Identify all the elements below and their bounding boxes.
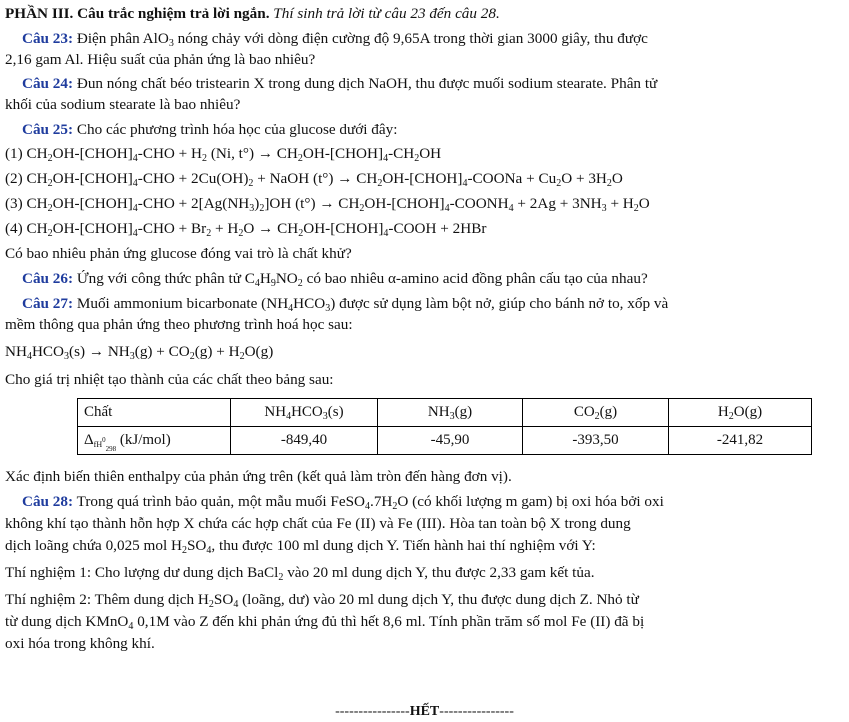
q25-line-1 [22,120,397,139]
table-cell: -849,40 [231,427,378,455]
q27-text-2: được sử dụng làm bột nở, giúp cho bánh nở to, xốp và [339,295,669,312]
q25-intro: Cho các phương trình hóa học của glucose dưới đây: [76,121,398,138]
q28-text: Trong quá trình bảo quản, một mẫu muối FeSO [76,493,366,510]
q23-line-1: Câu 23: Điện phân AlO$_3$ nóng chảy với dòng điện cường độ 9,65A trong thời gian 3000 giây, thu được [22,30,648,49]
q28-exp1: Thí nghiệm 1: Cho lượng dư dung dịch BaCl$_2$ vào 20 ml dung dịch Y, thu được 2,33 gam kết tủa. [5,564,595,583]
q28-text-3: dịch loãng chứa 0,025 mol H [5,537,182,554]
q25-label: Câu 25: [22,121,74,138]
q27-line-1: Câu 27: Muối ammonium bicarbonate $(NH_4HCO_3)$ được sử dụng làm bột nở, giúp cho bánh nở to, xốp và [22,295,669,314]
q24-line-1 [22,74,657,93]
q26-text: Ứng với công thức phân tử C [76,270,255,287]
q25-eq-3: (3) $CH_2OH-[CHOH]_4$-CHO + $2[Ag(NH_3)_2]OH$ $(t^\circ) \to CH_2OH-[CHOH]_4-COONH_4 + 2Ag + 3NH_3 + H_2O$ [5,195,650,214]
q23-text: Điện phân AlO [76,30,169,47]
section-instruction: Thí sinh trả lời từ câu 23 đến câu 28. [273,5,500,22]
q28-exp1-a: Thí nghiệm 1: Cho lượng dư dung dịch BaCl [5,564,279,581]
footer-word: HẾT [409,704,440,719]
q25-eq-2: (2) $CH_2OH-[CHOH]_4$-CHO + $2Cu(OH)_2$ + NaOH $(t^\circ) \to CH_2OH-[CHOH]_4$-COONa + $Cu_2O + 3H_2O$ [5,170,623,189]
q28-line-6: từ dung dịch KMnO$_4$ 0,1M vào Z đến khi phản ứng đủ thì hết 8,6 ml. Tính phần trăm số mol Fe (II) đã bị [5,613,645,632]
q28-line-3: dịch loãng chứa 0,025 mol $H_2SO_4$, thu được 100 ml dung dịch Y. Tiến hành hai thí nghiệm với Y: [5,537,596,556]
table-row-label: $\Delta_{fH^0298}$ (kJ/mol) [78,427,231,455]
table-cell: -393,50 [523,427,669,455]
q24-line-2: khối của sodium stearate là bao nhiêu? [5,96,241,113]
q27-text: Muối ammonium bicarbonate (NH [76,295,289,312]
q27-table-intro: Cho giá trị nhiệt tạo thành của các chất theo bảng sau: [5,371,334,388]
q25-eq-4: (4) $CH_2OH-[CHOH]_4$-CHO + $Br_2 + H_2O$ → $CH_2OH-[CHOH]_4$-COOH + 2HBr [5,220,487,239]
table-header-cell: $H_2O(g)$ [669,399,812,427]
q26-line: Câu 26: Ứng với công thức phân tử $C_4H_9NO_2$ có bao nhiêu α-amino acid đồng phân cấu tạo của nhau? [22,270,648,289]
q28-exp2-a: Thí nghiệm 2: Thêm dung dịch H [5,591,209,608]
q28-line-1: Câu 28: Trong quá trình bảo quản, một mẫu muối $FeSO_4.7H_2O$ (có khối lượng m gam) bị oxi hóa bởi oxi [22,493,664,512]
q24-label: Câu 24: [22,75,74,92]
footer-dashes-right: ---------------- [439,704,514,719]
q27-label: Câu 27: [22,295,74,312]
table-row [78,427,812,455]
q27-ask: Xác định biến thiên enthalpy của phản ứng trên (kết quả làm tròn đến hàng đơn vị). [5,468,512,485]
q27-line-2: mềm thông qua phản ứng theo phương trình hoá học sau: [5,316,353,333]
q28-exp2: Thí nghiệm 2: Thêm dung dịch $H_2SO_4$ (loãng, dư) vào 20 ml dung dịch Y, thu được dung dịch Z. Nhỏ từ [5,591,639,610]
table-cell: -45,90 [378,427,523,455]
q28-text-6b: 0,1M vào Z đến khi phản ứng đủ thì hết 8,6 ml. Tính phần trăm số mol Fe (II) đã bị [133,613,645,630]
table-header-cell: $NH_4HCO_3(s)$ [231,399,378,427]
q27-equation: $NH_4HCO_3(s) \to NH_3(g) + CO_2(g) + H_2O(g)$ [5,343,274,362]
q23-line-2: 2,16 gam Al. Hiệu suất của phản ứng là bao nhiêu? [5,51,316,68]
q28-text-3b: , thu được 100 ml dung dịch Y. Tiến hành hai thí nghiệm với Y: [211,537,596,554]
q28-line-2: không khí tạo thành hỗn hợp X chứa các hợp chất của Fe (II) và Fe (III). Hòa tan toàn bộ X trong dung [5,515,631,532]
q28-text-6a: từ dung dịch KMnO [5,613,129,630]
table-header-cell: $CO_2(g)$ [523,399,669,427]
table-header-row [78,399,812,427]
q26-text-2: có bao nhiêu α-amino acid đồng phân cấu tạo của nhau? [306,270,648,287]
table-cell: -241,82 [669,427,812,455]
q23-text-2: nóng chảy với dòng điện cường độ 9,65A trong thời gian 3000 giây, thu được [173,30,648,47]
table-row-unit: (kJ/mol) [119,432,171,448]
q23-label: Câu 23: [22,30,74,47]
q28-text-2: (có khối lượng m gam) bị oxi hóa bởi oxi [412,493,664,510]
section-header [5,4,500,23]
q24-text: Đun nóng chất béo tristearin X trong dung dịch NaOH, thu được muối sodium stearate. Phân tử [76,75,658,92]
q28-exp2-b: (loãng, dư) vào 20 ml dung dịch Y, thu được dung dịch Z. Nhỏ từ [238,591,639,608]
q25-eq-1: (1) $CH_2OH-[CHOH]_4$-CHO + $H_2$ (Ni, $t^\circ) \to CH_2OH-[CHOH]_4-CH_2OH$ [5,145,442,164]
q28-exp1-b: vào 20 ml dung dịch Y, thu được 2,33 gam kết tủa. [283,564,595,581]
q26-label: Câu 26: [22,270,74,287]
footer-dashes-left: ---------------- [335,704,410,719]
q28-line-7: oxi hóa trong không khí. [5,635,155,652]
end-marker [0,702,849,721]
q28-label: Câu 28: [22,493,74,510]
q25-question: Có bao nhiêu phản ứng glucose đóng vai trò là chất khử? [5,245,352,262]
table-header-cell: Chất [78,399,231,427]
table-header-cell: $NH_3(g)$ [378,399,523,427]
enthalpy-table [77,398,812,455]
section-title: PHẦN III. Câu trắc nghiệm trả lời ngắn. [5,5,270,22]
